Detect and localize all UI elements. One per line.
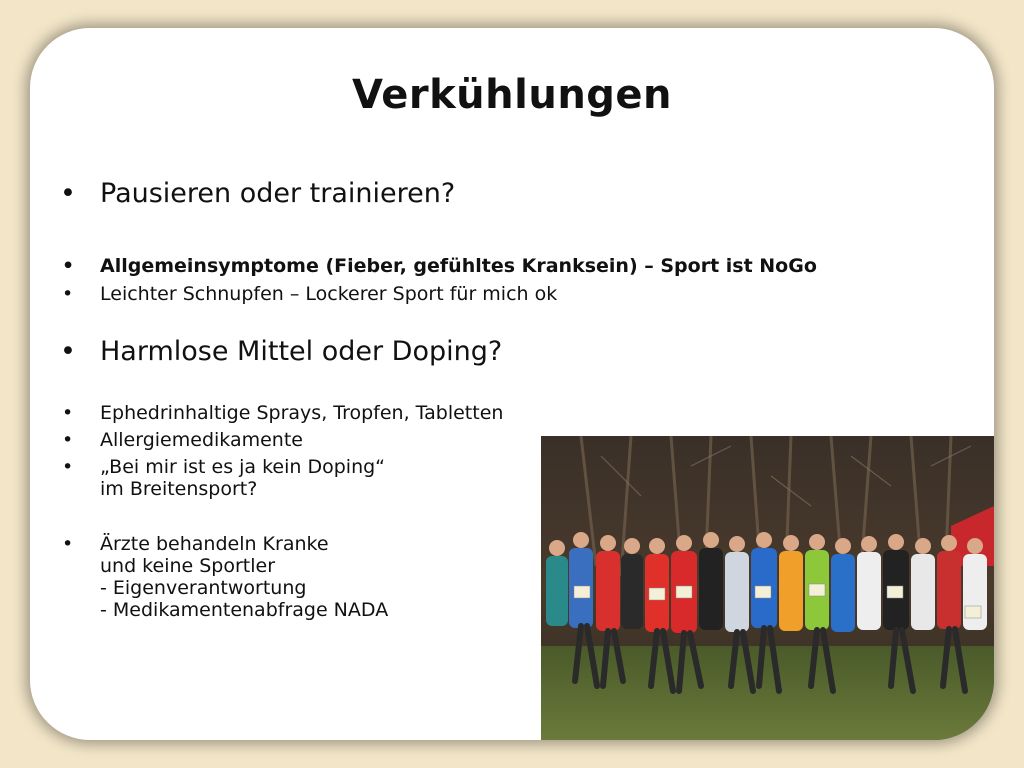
bullet-heading-pausieren: [30, 178, 930, 212]
bullet-dot: •: [62, 402, 74, 424]
item-text: Leichter Schnupfen – Lockerer Sport für mich ok: [100, 283, 558, 305]
heading-text: Pausieren oder trainieren?: [100, 178, 456, 209]
slide: [30, 28, 994, 740]
bullet-heading-doping: [30, 336, 930, 370]
bullet-dot: •: [62, 429, 74, 451]
item-text: Allgemeinsymptome (Fieber, gefühltes Kranksein) – Sport ist NoGo: [100, 255, 817, 277]
bullet-item: [30, 533, 510, 625]
item-text: Allergiemedikamente: [100, 429, 303, 451]
bullet-dot: •: [62, 255, 75, 277]
bullet-dot: •: [60, 178, 76, 209]
item-text: Ärzte behandeln Kranke und keine Sportler - Eigenverantwortung - Medikamentenabfrage NADA: [100, 533, 389, 621]
bullet-item: [30, 456, 510, 504]
bullet-item: [30, 283, 930, 307]
bullet-item: [30, 402, 930, 426]
bullet-dot: •: [62, 456, 74, 478]
item-text: „Bei mir ist es ja kein Doping“ im Breitensport?: [100, 456, 386, 500]
runners-photo-icon: [541, 436, 994, 740]
slide-title: Verkühlungen: [351, 72, 673, 118]
item-text: Ephedrinhaltige Sprays, Tropfen, Tabletten: [100, 402, 504, 424]
bullet-item: [30, 255, 930, 279]
bullet-dot: •: [60, 336, 76, 367]
bullet-dot: •: [62, 283, 74, 305]
bullet-dot: •: [62, 533, 74, 555]
heading-text: Harmlose Mittel oder Doping?: [100, 336, 503, 367]
